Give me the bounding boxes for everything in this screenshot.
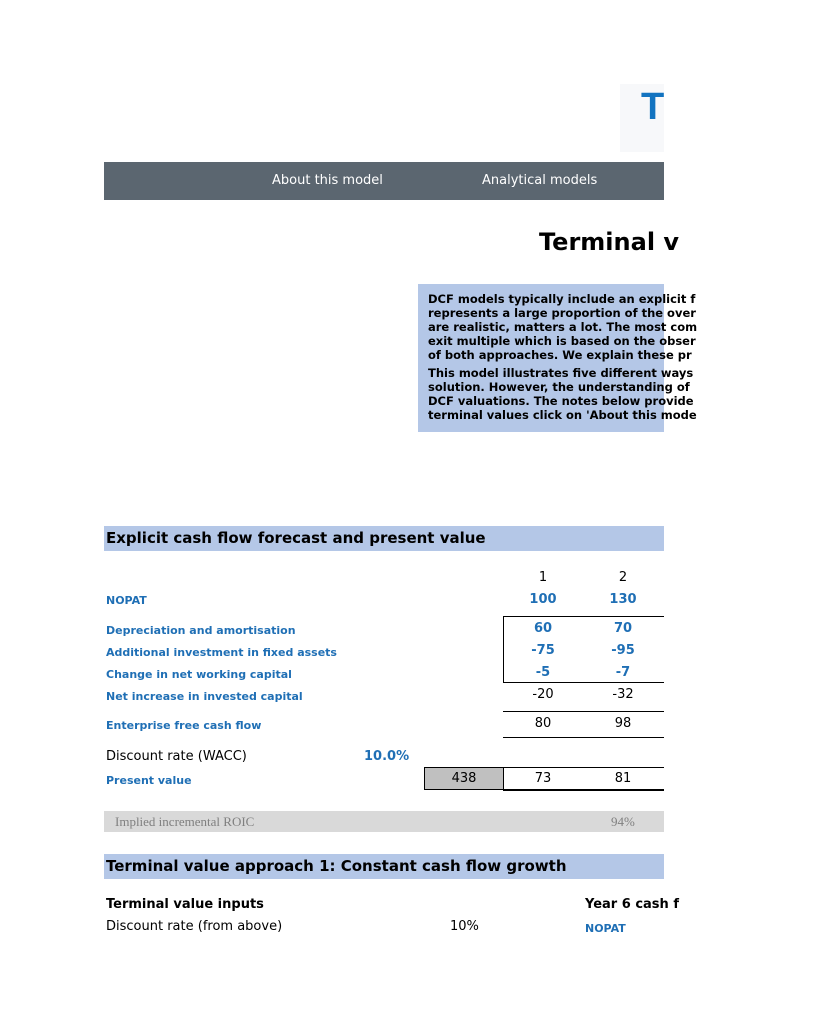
depreciation-cell[interactable]: 70 xyxy=(613,621,633,636)
row-label-change-nwc: Change in net working capital xyxy=(106,668,292,681)
terminal-inputs-header: Terminal value inputs xyxy=(106,897,264,912)
additional-investment-cell[interactable]: -75 xyxy=(531,643,555,658)
intro-line: of both approaches. We explain these pr xyxy=(428,348,692,362)
intro-line: DCF valuations. The notes below provide xyxy=(428,394,694,408)
intro-line: This model illustrates five different ways xyxy=(428,366,694,380)
intro-line: are realistic, matters a lot. The most com xyxy=(428,320,698,334)
additional-investment-cell[interactable]: -95 xyxy=(611,643,635,658)
intro-line: exit multiple which is based on the obser xyxy=(428,334,696,348)
roic-value: 94% xyxy=(611,814,635,829)
row-label-present-value: Present value xyxy=(106,774,192,787)
intro-line: solution. However, the understanding of xyxy=(428,380,690,394)
row-label-additional-investment: Additional investment in fixed assets xyxy=(106,646,337,659)
efcf-cell: 98 xyxy=(614,716,632,731)
page-title: Terminal v xyxy=(539,228,680,256)
roic-label: Implied incremental ROIC xyxy=(115,814,255,829)
nav-about-this-model[interactable]: About this model xyxy=(272,173,383,188)
row-label-net-increase: Net increase in invested capital xyxy=(106,690,303,703)
input-box-border-left xyxy=(503,616,504,682)
implied-roic-row xyxy=(104,811,664,832)
present-value-cell: 73 xyxy=(534,771,552,786)
nopat-cell[interactable]: 100 xyxy=(529,592,557,607)
intro-line: DCF models typically include an explicit f xyxy=(428,292,696,306)
change-nwc-cell[interactable]: -7 xyxy=(615,665,631,680)
section-title: Explicit cash flow forecast and present value xyxy=(106,529,486,547)
net-increase-cell: -32 xyxy=(612,687,634,702)
depreciation-cell[interactable]: 60 xyxy=(533,621,553,636)
row-label-efcf: Enterprise free cash flow xyxy=(106,719,262,732)
present-value-total: 438 xyxy=(424,767,504,790)
efcf-bottom-border xyxy=(503,737,664,738)
input-box-border-bottom xyxy=(503,682,664,683)
pv-bottom-border xyxy=(503,789,664,791)
present-value-cell: 81 xyxy=(614,771,632,786)
navigation-bar xyxy=(104,162,664,200)
year6-nopat-label: NOPAT xyxy=(585,922,626,935)
discount-rate-value: 10% xyxy=(450,919,479,934)
nav-analytical-models[interactable]: Analytical models xyxy=(482,173,598,188)
row-label-depreciation: Depreciation and amortisation xyxy=(106,624,296,637)
change-nwc-cell[interactable]: -5 xyxy=(535,665,551,680)
discount-rate-label: Discount rate (from above) xyxy=(106,919,283,934)
wacc-input[interactable]: 10.0% xyxy=(364,749,410,764)
efcf-cell: 80 xyxy=(534,716,552,731)
section-header-approach-1 xyxy=(104,854,664,879)
intro-line: terminal values click on 'About this mode xyxy=(428,408,697,422)
logo: T xyxy=(641,86,665,128)
row-label-nopat: NOPAT xyxy=(106,594,147,607)
intro-text-box xyxy=(418,284,698,432)
section-header-explicit-cash-flow xyxy=(104,526,664,551)
year-header: 1 xyxy=(538,570,548,585)
year-header: 2 xyxy=(618,570,628,585)
net-increase-cell: -20 xyxy=(532,687,554,702)
section-title: Terminal value approach 1: Constant cash flow growth xyxy=(106,857,567,875)
wacc-label: Discount rate (WACC) xyxy=(106,749,247,764)
year6-header: Year 6 cash f xyxy=(585,897,679,912)
nopat-cell[interactable]: 130 xyxy=(609,592,637,607)
input-box-border-top xyxy=(503,616,664,617)
intro-line: represents a large proportion of the over xyxy=(428,306,696,320)
efcf-top-border xyxy=(503,711,664,712)
pv-top-border xyxy=(503,767,664,768)
